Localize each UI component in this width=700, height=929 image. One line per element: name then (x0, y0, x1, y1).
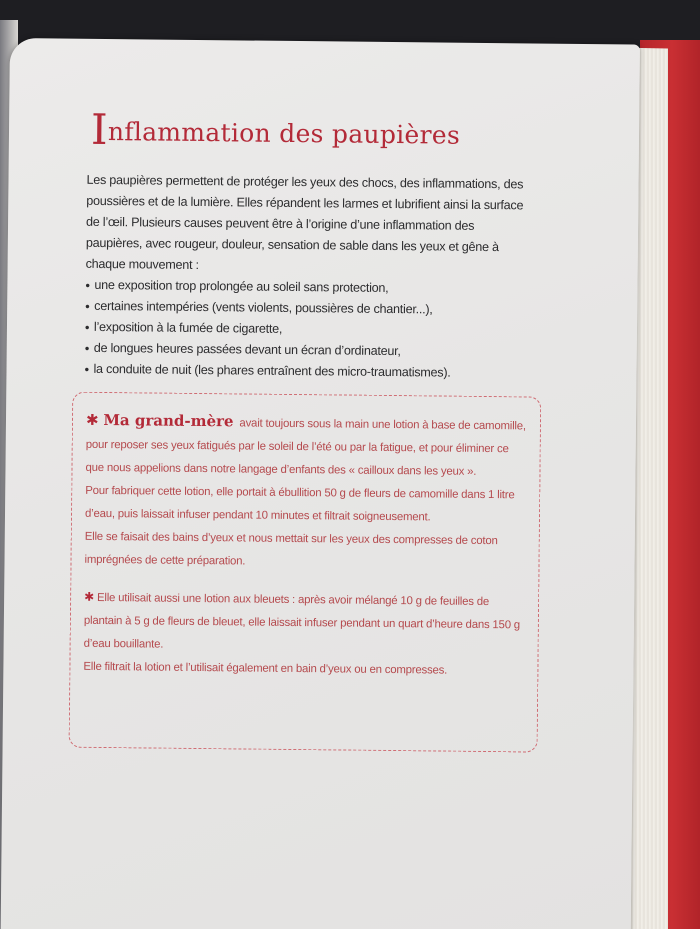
list-item: • de longues heures passées devant un écran d’ordinateur, (85, 338, 525, 364)
tip-paragraph-3: Elle se faisait des bains d’yeux et nous mettait sur les yeux des compresses de coton imprégnées de cette préparation. (84, 530, 498, 568)
tip-paragraph-5: Elle filtrait la lotion et l’utilisait également en bain d’yeux ou en compresses. (83, 660, 448, 677)
list-item: • certaines intempéries (vents violents, poussières de chantier...), (85, 296, 525, 322)
tip-paragraph-2: Pour fabriquer cette lotion, elle portait à ébullition 50 g de fleurs de camomille dans 1 litre d’eau, puis laissait infuser pendant 10 minutes et filtrait soigneusement. (84, 484, 515, 524)
list-item: • la conduite de nuit (les phares entraînent des micro-traumatismes). (84, 359, 524, 385)
tip-paragraph-4 (84, 586, 525, 661)
tip-box-content (83, 409, 526, 684)
intro-section (84, 170, 526, 385)
intro-paragraph: Les paupières permettent de protéger les yeux des chocs, des inflammations, des poussières et de la lumière. Elles répandent les larmes et lubrifient ainsi la surface de l’œil. Plusieurs causes peuvent être à l’origine d’une inflammation des paupières, avec rougeur, douleur, sensation de sable dans les yeux et gêne à chaque mouvement : (85, 172, 524, 272)
tip-lead-text: avait toujours sous la main une lotion à base de camomille, pour reposer ses yeux fatigués par le soleil de l’été ou par la fatigue, et pour éliminer ce que nous appelions dans notre langage d’enfants des « cailloux dans les yeux ». (85, 417, 526, 478)
flower-icon: ✱ (85, 411, 99, 429)
tip-paragraph-1 (85, 409, 526, 485)
list-item: • l’exposition à la fumée de cigarette, (85, 317, 525, 343)
page-title (90, 104, 461, 155)
flower-icon: ✱ (84, 589, 95, 604)
tip-bleuet-text: Elle utilisait aussi une lotion aux bleuets : après avoir mélangé 10 g de feuilles de plantain à 5 g de fleurs de bleuet, elle laissait infuser pendant un quart d’heure dans 150 g d’eau bouillante. (83, 591, 521, 651)
title-drop-cap: I (90, 104, 109, 155)
list-item: • une exposition trop prolongée au soleil sans protection, (85, 275, 525, 301)
causes-list (84, 275, 525, 385)
tip-heading: Ma grand-mère (103, 410, 234, 431)
title-rest: nflammation des paupières (107, 117, 461, 150)
book-page (1, 38, 640, 929)
